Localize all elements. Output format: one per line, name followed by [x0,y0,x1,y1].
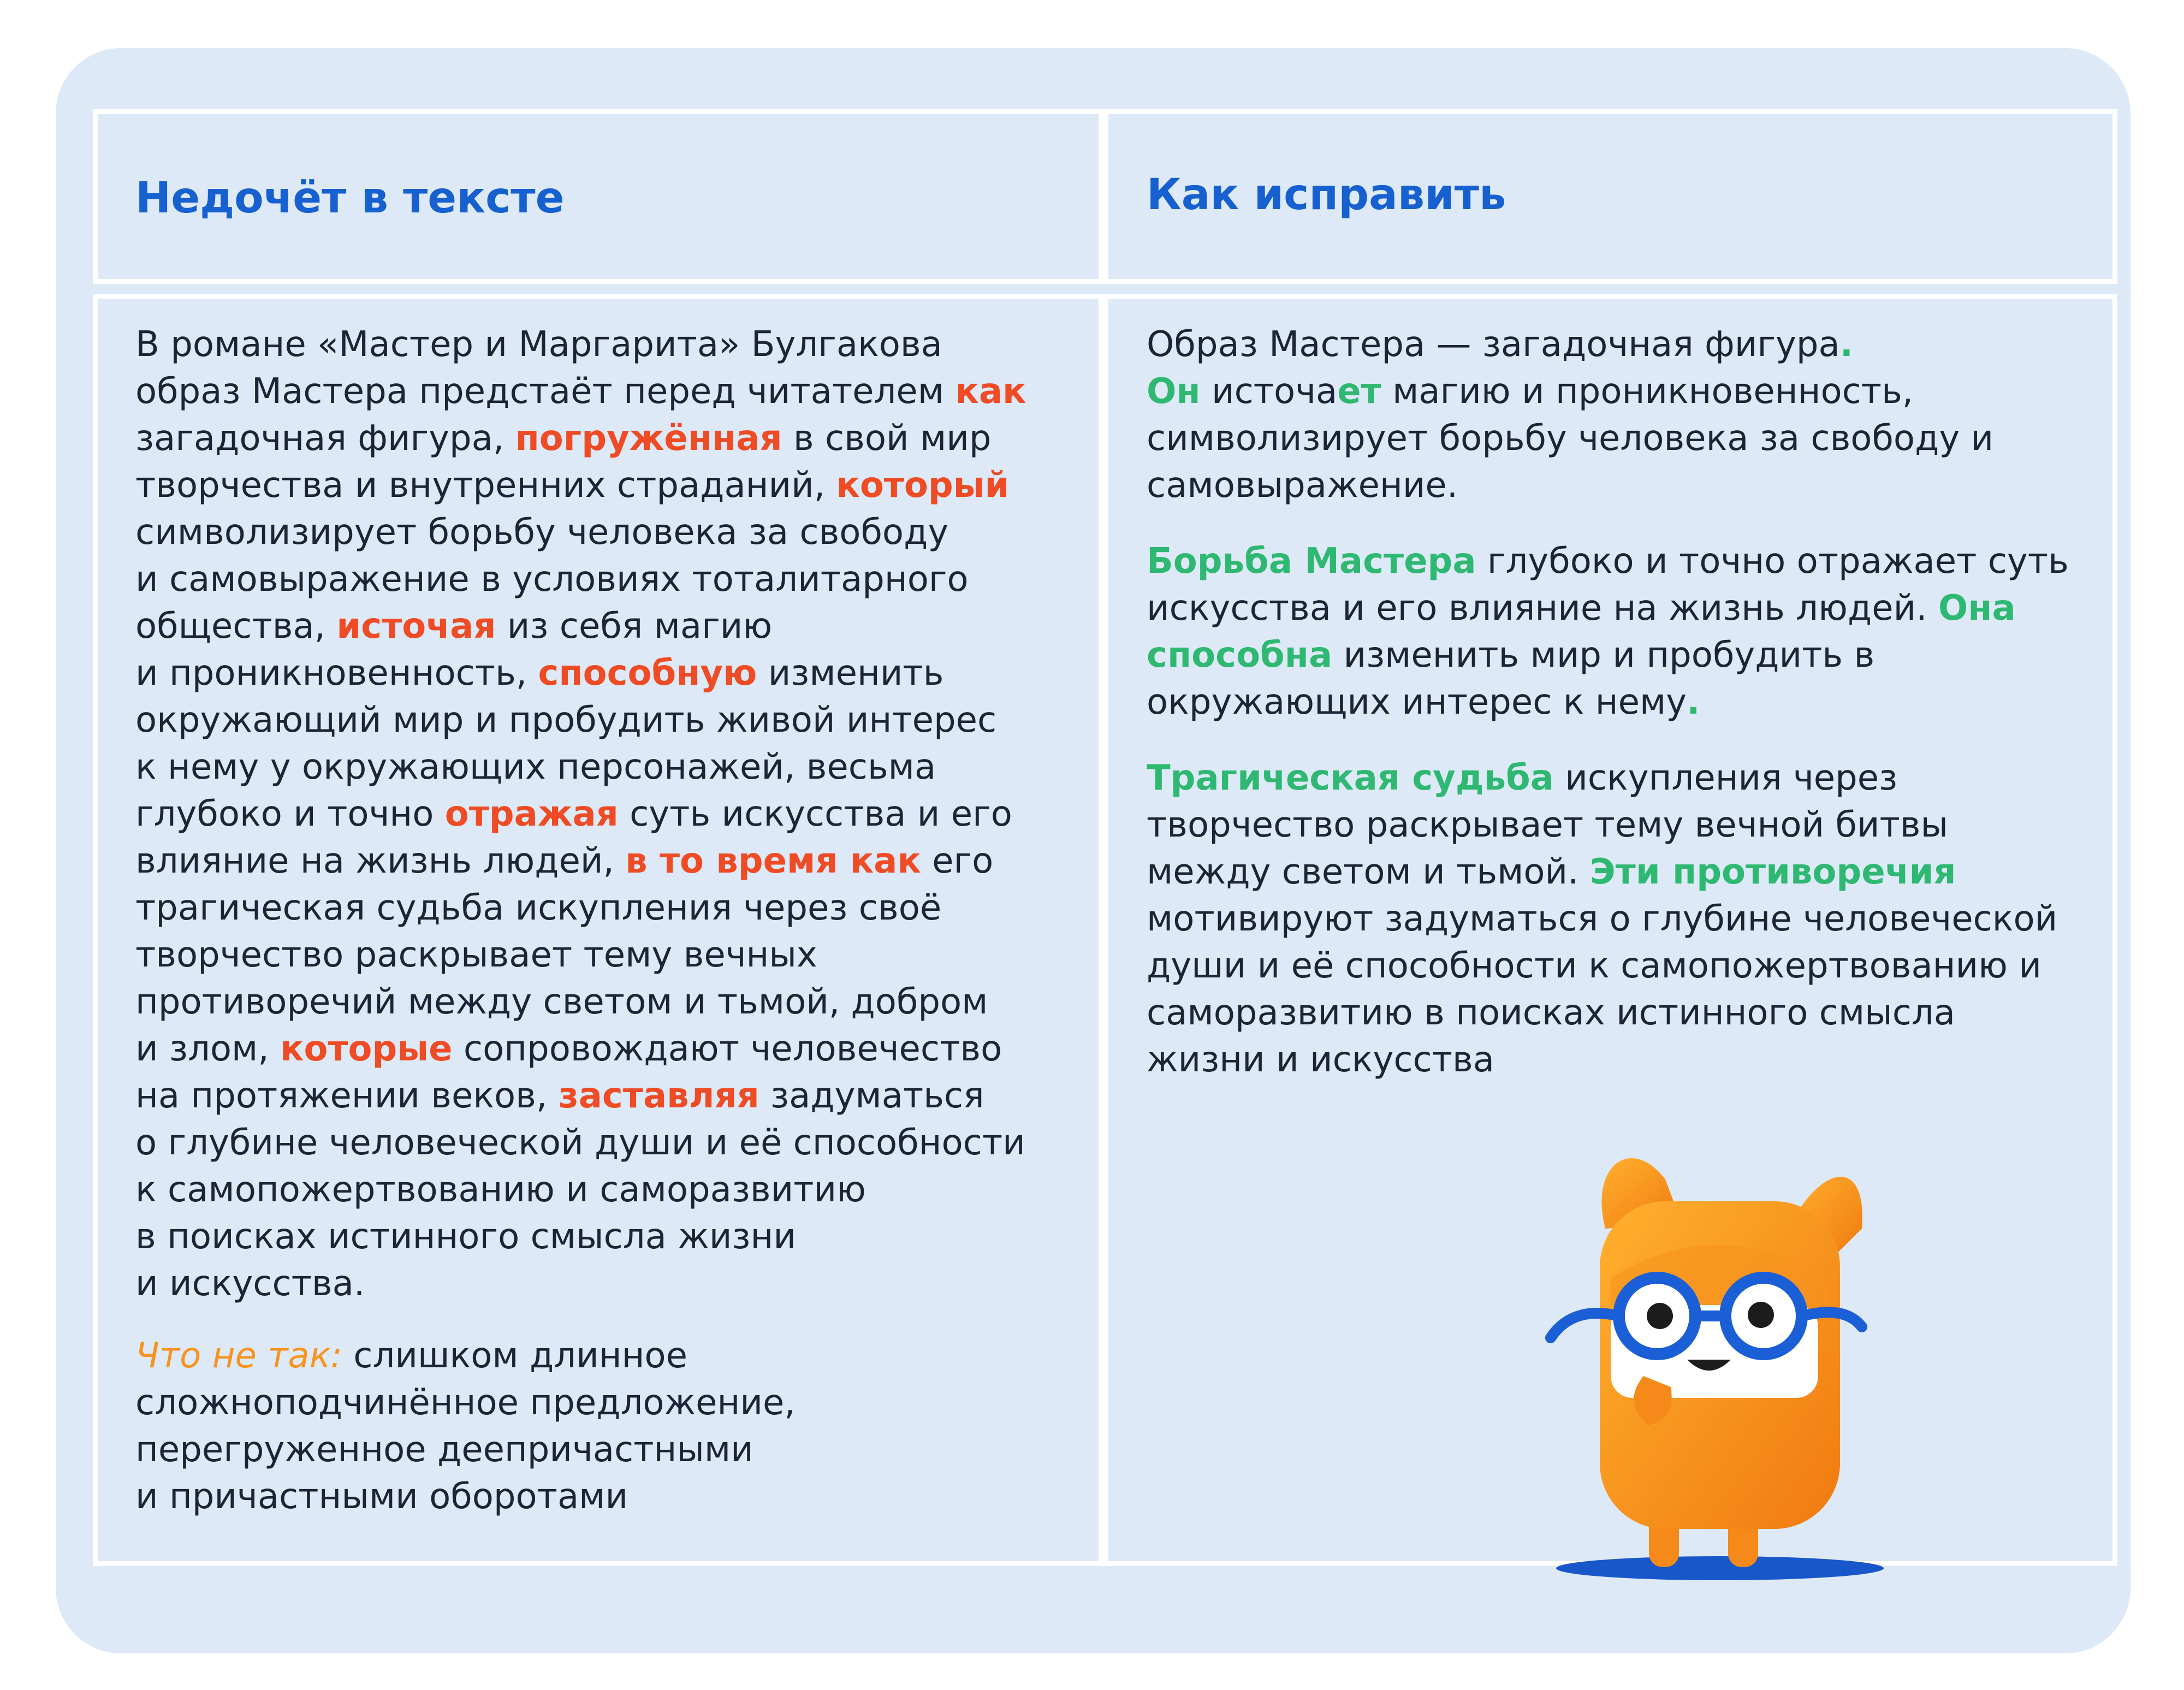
text-fragment: общества, [135,606,337,647]
text-fragment: его [921,841,994,881]
text-line [135,1473,796,1520]
text-line [1147,1036,2057,1083]
fixed-paragraph-3 [1147,755,2057,1083]
text-line [135,1332,796,1379]
backpack-mascot-icon [1540,1141,1889,1589]
text-fragment: магию и проникновенность, [1381,371,1914,412]
text-line [1147,415,1993,462]
text-fragment: и самовыражение в условиях тоталитарного [135,559,969,600]
text-line [135,697,1026,744]
column-title-problem: Недочёт в тексте [135,174,565,223]
highlighted-fragment: Трагическая судьба [1147,758,1554,798]
text-line [135,791,1026,838]
text-fragment: задуматься [759,1076,984,1116]
text-fragment: в поисках истинного смысла жизни [135,1217,796,1257]
text-line [1147,462,1993,509]
text-fragment: влияние на жизнь людей, [135,841,626,881]
text-line [1147,802,2057,849]
text-line [135,603,1026,650]
text-line [135,321,1026,368]
text-fragment: мотивируют задуматься о глубине человеческой [1147,899,2058,939]
highlighted-fragment: отражая [444,794,619,834]
text-fragment: на протяжении веков, [135,1076,559,1116]
text-line [1147,896,2057,942]
text-fragment: окружающих интерес к нему [1147,682,1687,722]
what-is-wrong-note [135,1332,796,1520]
text-fragment: творчества и внутренних страданий, [135,465,836,506]
text-line [1147,849,2057,896]
text-fragment: и проникновенность, [135,653,538,693]
text-fragment: окружающий мир и пробудить живой интерес [135,700,997,740]
text-fragment: и искусства. [135,1264,365,1304]
text-fragment: творчество раскрывает тему вечной битвы [1147,805,1949,845]
text-fragment: души и её способности к самопожертвованию и [1147,946,2041,986]
text-line [135,650,1026,697]
text-line [135,1426,796,1473]
text-line [135,838,1026,885]
text-fragment: В романе «Мастер и Маргарита» Булгакова [135,324,942,365]
text-line [135,744,1026,791]
highlighted-fragment: . [1687,682,1700,722]
highlighted-fragment: источая [336,606,496,647]
text-line [135,1119,1026,1166]
text-fragment: саморазвитию в поисках истинного смысла [1147,993,1955,1033]
highlighted-fragment: Она [1938,588,2016,628]
text-fragment: между светом и тьмой. [1147,852,1590,892]
highlighted-fragment: которые [280,1029,453,1069]
text-line [1147,989,2057,1036]
text-fragment: противоречий между светом и тьмой, добром [135,982,988,1022]
highlighted-fragment: заставляя [558,1076,759,1116]
text-fragment: глубоко и точно [135,794,445,834]
text-line [135,1260,1026,1307]
text-line [135,979,1026,1025]
highlighted-fragment: Что не так: [135,1336,342,1376]
text-line [1147,368,1993,415]
text-fragment: изменить [757,653,944,693]
text-fragment: и злом, [135,1029,280,1069]
text-line [135,415,1026,462]
text-fragment: к самопожертвованию и саморазвитию [135,1170,866,1210]
text-fragment: сложноподчинённое предложение, [135,1383,796,1423]
highlighted-fragment: Борьба Мастера [1147,541,1476,582]
highlighted-fragment: ет [1337,371,1381,412]
flawed-text-paragraph [135,321,1026,1307]
text-fragment: творчество раскрывает тему вечных [135,935,817,975]
text-line [135,509,1026,556]
highlighted-fragment: который [836,465,1010,506]
text-fragment: из себя магию [496,606,773,647]
text-fragment: слишком длинное [342,1336,687,1376]
highlighted-fragment: Он [1147,371,1201,412]
text-fragment: искусства и его влияние на жизнь людей. [1147,588,1938,628]
text-line [135,1072,1026,1119]
text-fragment: самовыражение. [1147,465,1458,506]
text-line [1147,632,2069,679]
text-line [1147,755,2057,802]
text-fragment: в свой мир [782,418,992,459]
text-fragment: загадочная фигура, [135,418,515,459]
highlighted-fragment: . [1839,324,1854,365]
text-fragment: трагическая судьба искупления через своё [135,888,942,928]
highlighted-fragment: способна [1147,635,1333,675]
text-line [135,462,1026,509]
text-line [1147,679,2069,726]
text-fragment: о глубине человеческой души и её способности [135,1123,1025,1163]
text-fragment: искупления через [1553,758,1898,798]
text-line [1147,538,2069,585]
text-line [135,1166,1026,1213]
text-fragment: символизирует борьбу человека за свободу и [1147,418,1994,459]
highlighted-fragment: погружённая [515,418,782,459]
text-line [135,1379,796,1426]
text-line [1147,321,1993,368]
text-line [135,932,1026,979]
highlighted-fragment: как [955,371,1026,412]
text-line [1147,942,2057,989]
text-fragment: источа [1200,371,1338,412]
highlighted-fragment: Эти противоречия [1589,852,1956,892]
fixed-paragraph-1 [1147,321,1993,509]
text-fragment: суть искусства и его [618,794,1012,834]
text-fragment: сопровождают человечество [452,1029,1002,1069]
text-fragment: перегруженное деепричастными [135,1430,753,1470]
text-fragment: символизирует борьбу человека за свободу [135,512,949,553]
highlighted-fragment: в то время как [625,841,921,881]
fixed-paragraph-2 [1147,538,2069,726]
column-title-fix: Как исправить [1147,170,1506,220]
text-fragment: Образ Мастера — загадочная фигура [1147,324,1840,365]
text-line [1147,585,2069,632]
text-line [135,556,1026,603]
text-line [135,1025,1026,1072]
text-line [135,885,1026,932]
text-fragment: жизни и искусства [1147,1040,1494,1080]
text-line [135,1213,1026,1260]
text-line [135,368,1026,415]
text-fragment: и причастными оборотами [135,1476,628,1517]
text-fragment: глубоко и точно отражает суть [1476,541,2069,582]
text-fragment: изменить мир и пробудить в [1332,635,1875,675]
highlighted-fragment: способную [538,653,757,693]
text-fragment: к нему у окружающих персонажей, весьма [135,747,936,787]
text-fragment: образ Мастера предстаёт перед читателем [135,371,956,412]
